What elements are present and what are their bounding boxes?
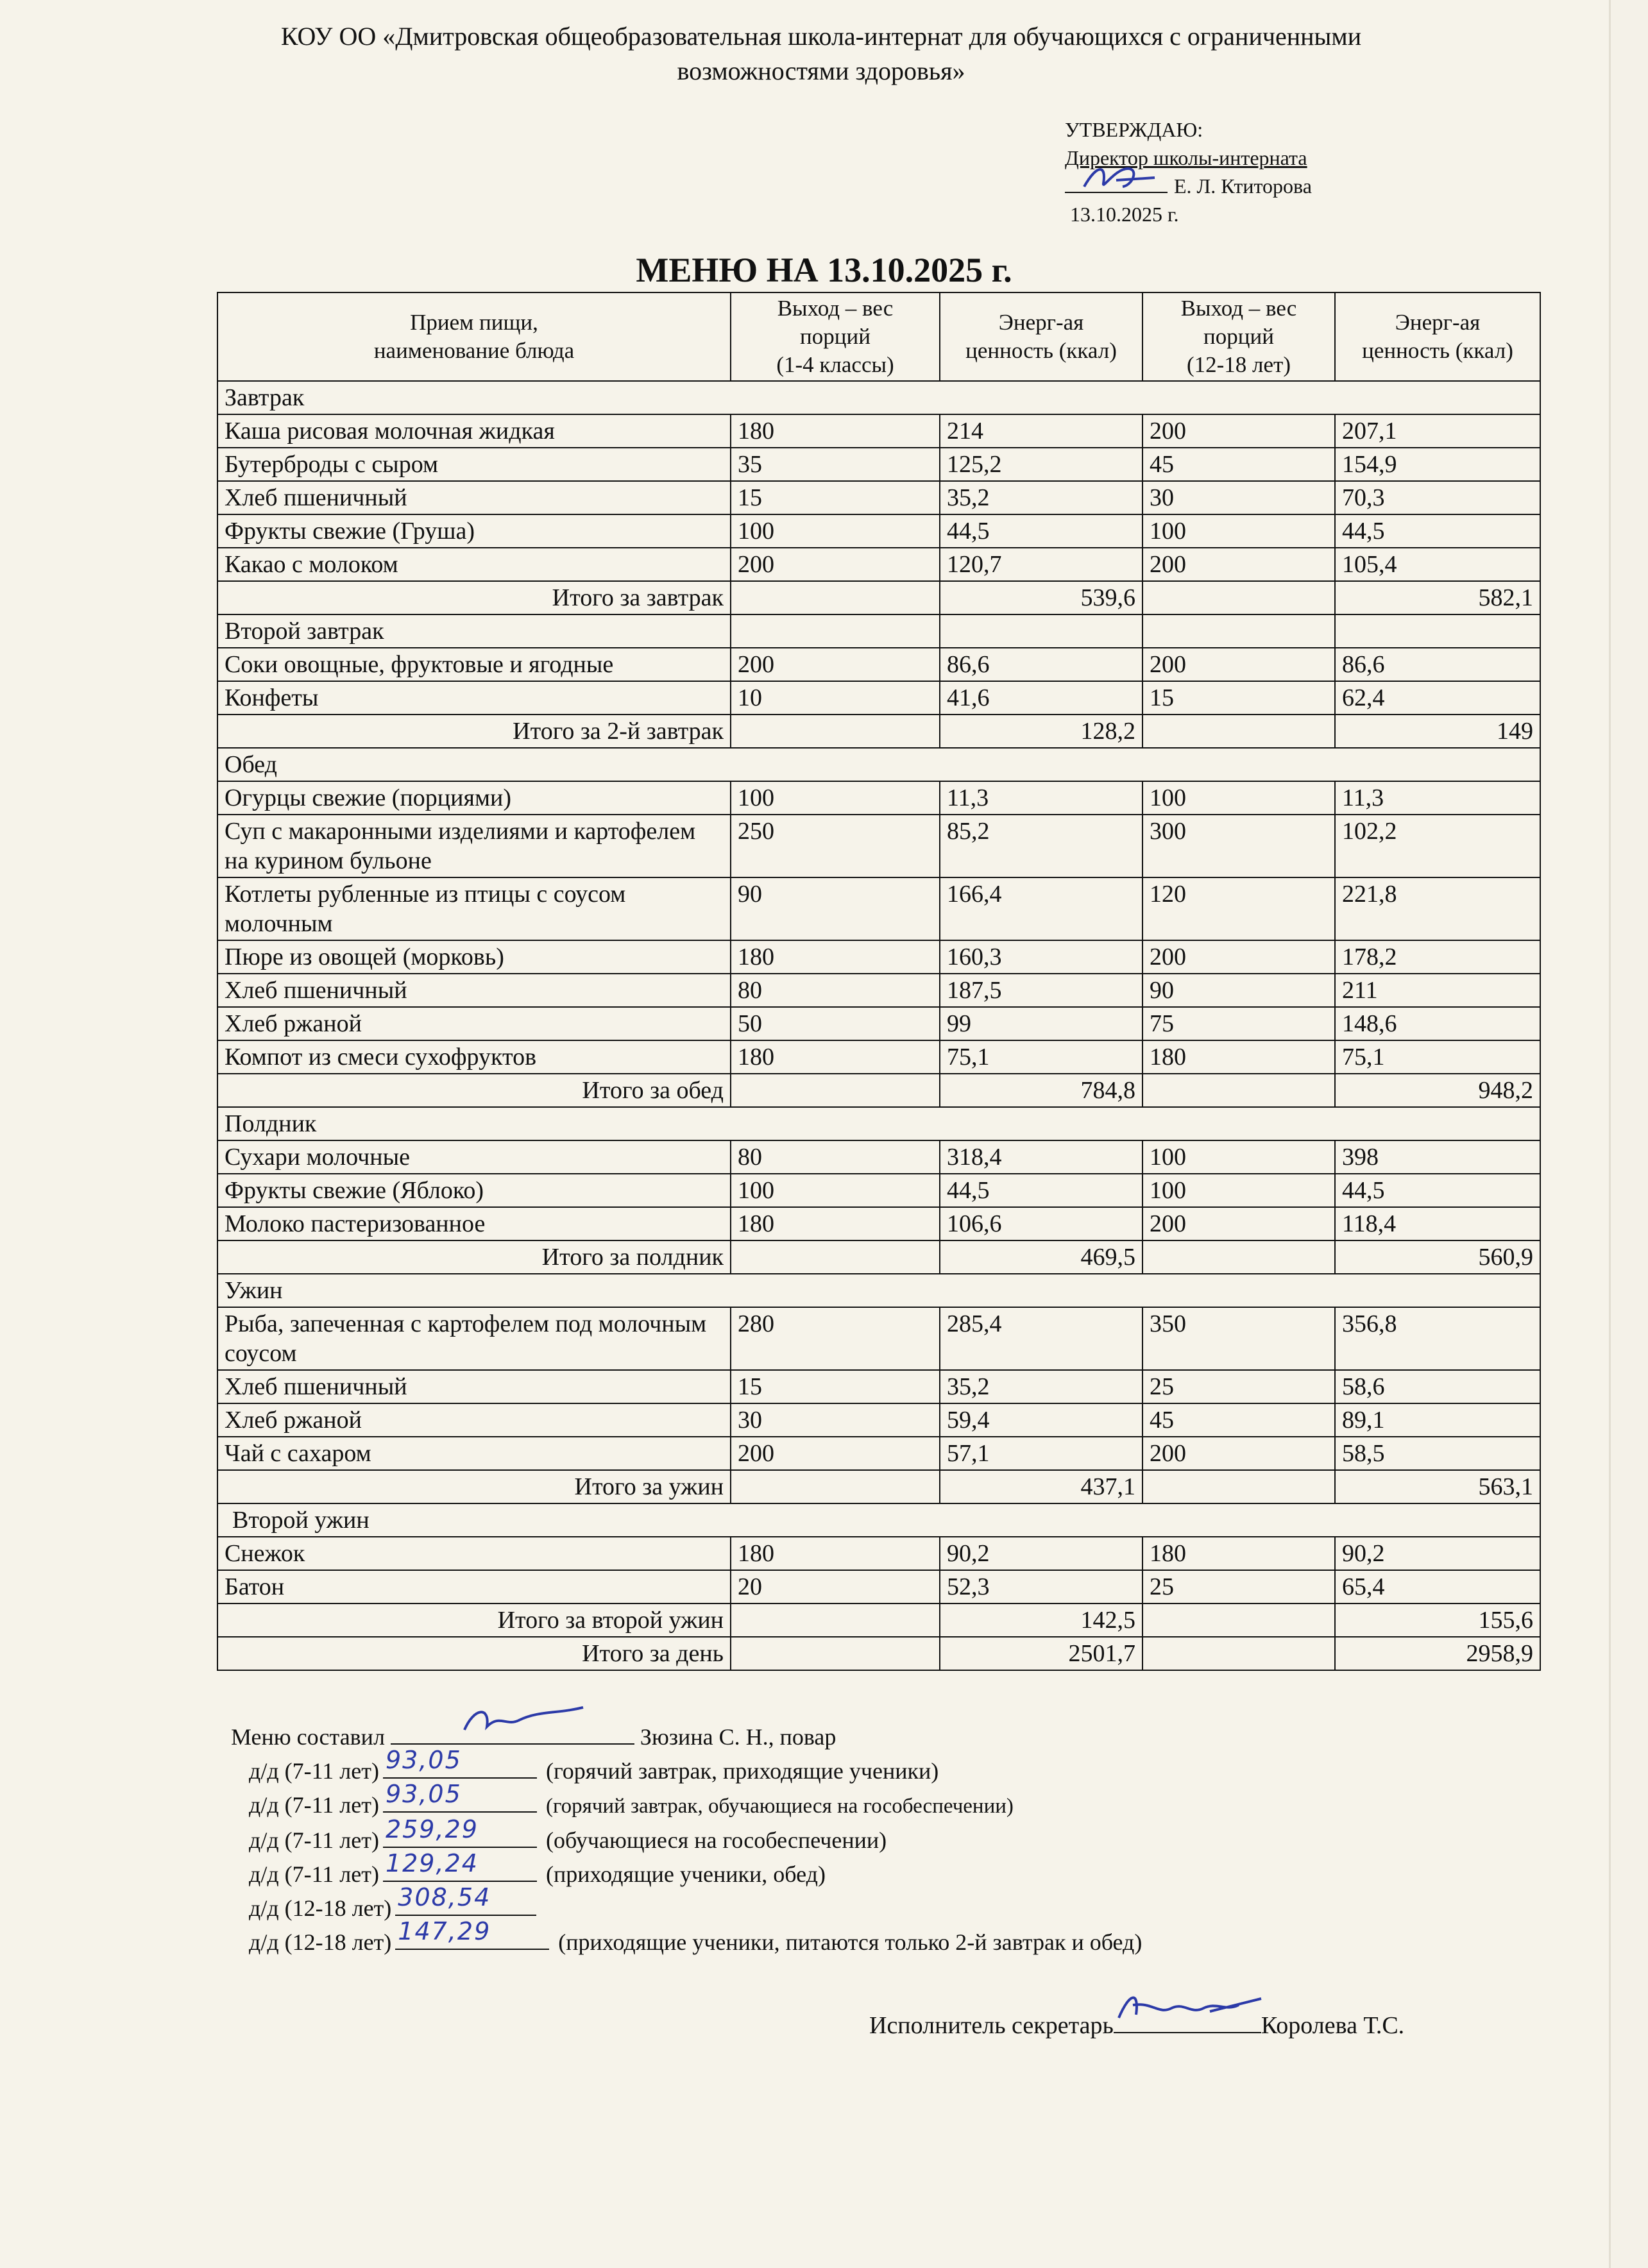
total-energy-12-18: 149: [1335, 715, 1540, 748]
org-line-1: КОУ ОО «Дмитровская общеобразовательная школа-интернат для обучающихся с ограниченными: [280, 22, 1362, 51]
dish-name: Соки овощные, фруктовые и ягодные: [217, 648, 731, 681]
cost-value: 93,05: [385, 1746, 462, 1774]
weight-12-18: 100: [1143, 514, 1335, 548]
section-title: Завтрак: [217, 381, 1540, 414]
energy-1-4: 166,4: [940, 877, 1143, 940]
header-weight-1-4: [731, 292, 940, 381]
executor-name: Королева Т.С.: [1261, 2012, 1405, 2039]
header-w2-line2: порций: [1203, 324, 1274, 349]
approval-date: 13.10.2025 г.: [1070, 203, 1179, 226]
total-energy-12-18: 563,1: [1335, 1470, 1540, 1503]
weight-12-18: 200: [1143, 548, 1335, 581]
cost-value-field: [383, 1746, 537, 1779]
cost-line-label: д/д (12-18 лет): [249, 1929, 392, 1955]
dish-name: Фрукты свежие (Груша): [217, 514, 731, 548]
section-row: [217, 748, 1540, 781]
table-header-row: [217, 292, 1540, 381]
page-title: МЕНЮ НА 13.10.2025 г.: [636, 251, 1012, 289]
weight-1-4: 10: [731, 681, 940, 715]
table-row: [217, 1537, 1540, 1570]
weight-1-4: 200: [731, 648, 940, 681]
energy-12-18: 207,1: [1335, 414, 1540, 448]
energy-12-18: 398: [1335, 1140, 1540, 1174]
header-energy-12-18: [1335, 292, 1540, 381]
total-row: [217, 1637, 1540, 1670]
energy-12-18: 89,1: [1335, 1403, 1540, 1437]
header-w2-line3: (12-18 лет): [1186, 352, 1291, 377]
approver-name: Е. Л. Ктиторова: [1174, 174, 1312, 198]
weight-1-4: 200: [731, 548, 940, 581]
energy-1-4: 11,3: [940, 781, 1143, 815]
weight-12-18: 200: [1143, 940, 1335, 974]
table-row: [217, 877, 1540, 940]
empty-cell: [731, 1240, 940, 1274]
organization-header: [212, 19, 1431, 89]
energy-1-4: 75,1: [940, 1040, 1143, 1074]
energy-12-18: 70,3: [1335, 481, 1540, 514]
dish-name: Бутерброды с сыром: [217, 448, 731, 481]
composer-signature: [391, 1719, 634, 1745]
weight-12-18: 180: [1143, 1040, 1335, 1074]
table-row: [217, 648, 1540, 681]
energy-12-18: 211: [1335, 974, 1540, 1007]
empty-cell: [1143, 614, 1335, 648]
weight-12-18: 100: [1143, 1140, 1335, 1174]
cost-value: 129,24: [385, 1849, 479, 1877]
total-label: Итого за ужин: [217, 1470, 731, 1503]
energy-1-4: 86,6: [940, 648, 1143, 681]
section-row: [217, 1107, 1540, 1140]
header-dish-line2: наименование блюда: [373, 338, 575, 363]
table-row: [217, 1174, 1540, 1207]
cost-line-note: (обучающиеся на гособеспечении): [545, 1827, 887, 1853]
dish-name: Батон: [217, 1570, 731, 1604]
empty-cell: [1143, 1074, 1335, 1107]
weight-12-18: 350: [1143, 1307, 1335, 1370]
table-row: [217, 681, 1540, 715]
executor-label: Исполнитель секретарь: [869, 2012, 1114, 2039]
empty-cell: [1143, 715, 1335, 748]
table-row: [217, 1007, 1540, 1040]
empty-cell: [731, 614, 940, 648]
dish-name: Огурцы свежие (порциями): [217, 781, 731, 815]
section-title: Полдник: [217, 1107, 1540, 1140]
cost-value-field: [395, 1883, 536, 1916]
table-row: [217, 448, 1540, 481]
table-row: [217, 1370, 1540, 1403]
header-w1-line3: (1-4 классы): [776, 352, 894, 377]
energy-1-4: 57,1: [940, 1437, 1143, 1470]
weight-1-4: 180: [731, 414, 940, 448]
table-row: [217, 1040, 1540, 1074]
empty-cell: [1335, 614, 1540, 648]
section-title: Обед: [217, 748, 1540, 781]
weight-1-4: 50: [731, 1007, 940, 1040]
total-row: [217, 715, 1540, 748]
weight-12-18: 300: [1143, 815, 1335, 877]
weight-1-4: 250: [731, 815, 940, 877]
total-energy-1-4: 784,8: [940, 1074, 1143, 1107]
weight-12-18: 100: [1143, 1174, 1335, 1207]
table-row: [217, 815, 1540, 877]
empty-cell: [731, 715, 940, 748]
cost-value: 308,54: [398, 1883, 491, 1911]
empty-cell: [1143, 1470, 1335, 1503]
weight-12-18: 30: [1143, 481, 1335, 514]
energy-12-18: 154,9: [1335, 448, 1540, 481]
dish-name: Каша рисовая молочная жидкая: [217, 414, 731, 448]
total-energy-1-4: 469,5: [940, 1240, 1143, 1274]
weight-1-4: 180: [731, 1207, 940, 1240]
section-row: [217, 1274, 1540, 1307]
energy-1-4: 120,7: [940, 548, 1143, 581]
energy-1-4: 35,2: [940, 481, 1143, 514]
dish-name: Суп с макаронными изделиями и картофелем на курином бульоне: [217, 815, 731, 877]
energy-12-18: 148,6: [1335, 1007, 1540, 1040]
energy-1-4: 99: [940, 1007, 1143, 1040]
weight-1-4: 180: [731, 1537, 940, 1570]
empty-cell: [731, 1470, 940, 1503]
cost-value-field: [383, 1780, 537, 1813]
weight-1-4: 15: [731, 481, 940, 514]
total-energy-12-18: 155,6: [1335, 1604, 1540, 1637]
total-energy-12-18: 2958,9: [1335, 1637, 1540, 1670]
composer-signature-mark: [461, 1701, 590, 1739]
dish-name: Котлеты рубленные из птицы с соусом молочным: [217, 877, 731, 940]
dish-name: Молоко пастеризованное: [217, 1207, 731, 1240]
menu-table-body: [217, 381, 1540, 1670]
weight-12-18: 75: [1143, 1007, 1335, 1040]
energy-12-18: 178,2: [1335, 940, 1540, 974]
energy-1-4: 85,2: [940, 815, 1143, 877]
weight-12-18: 200: [1143, 414, 1335, 448]
section-row: [217, 381, 1540, 414]
dish-name: Конфеты: [217, 681, 731, 715]
energy-12-18: 90,2: [1335, 1537, 1540, 1570]
energy-12-18: 105,4: [1335, 548, 1540, 581]
dish-name: Хлеб пшеничный: [217, 1370, 731, 1403]
weight-1-4: 90: [731, 877, 940, 940]
director-signature-mark: [1078, 161, 1168, 193]
weight-1-4: 100: [731, 781, 940, 815]
total-row: [217, 1470, 1540, 1503]
approver-signature-line: [1065, 172, 1514, 200]
cost-value-field: [395, 1917, 549, 1950]
approver-position: Директор школы-интерната: [1065, 146, 1307, 169]
cost-value: 147,29: [398, 1917, 491, 1945]
energy-1-4: 187,5: [940, 974, 1143, 1007]
energy-1-4: 52,3: [940, 1570, 1143, 1604]
total-energy-12-18: 948,2: [1335, 1074, 1540, 1107]
header-energy-1-4: [940, 292, 1143, 381]
weight-12-18: 200: [1143, 648, 1335, 681]
total-energy-1-4: 539,6: [940, 581, 1143, 614]
energy-1-4: 214: [940, 414, 1143, 448]
cost-lines: [231, 1746, 1578, 1958]
cost-line-label: д/д (7-11 лет): [249, 1758, 379, 1784]
table-row: [217, 974, 1540, 1007]
cost-line-note: (приходящие ученики, питаются только 2-й завтрак и обед): [558, 1929, 1143, 1955]
executor-signature: [1114, 2008, 1261, 2033]
approve-label: УТВЕРЖДАЮ:: [1065, 118, 1203, 141]
weight-1-4: 280: [731, 1307, 940, 1370]
weight-12-18: 180: [1143, 1537, 1335, 1570]
energy-12-18: 118,4: [1335, 1207, 1540, 1240]
energy-1-4: 59,4: [940, 1403, 1143, 1437]
header-e1-line2: ценность (ккал): [965, 338, 1117, 363]
cost-value: 93,05: [385, 1780, 462, 1808]
cost-value-field: [383, 1815, 537, 1848]
empty-cell: [1143, 1637, 1335, 1670]
energy-1-4: 90,2: [940, 1537, 1143, 1570]
table-row: [217, 1403, 1540, 1437]
menu-table: [217, 292, 1541, 1671]
empty-cell: [731, 1604, 940, 1637]
total-label: Итого за 2-й завтрак: [217, 715, 731, 748]
weight-12-18: 120: [1143, 877, 1335, 940]
weight-12-18: 25: [1143, 1370, 1335, 1403]
total-energy-1-4: 437,1: [940, 1470, 1143, 1503]
composed-label: Меню составил: [231, 1724, 385, 1750]
table-row: [217, 1570, 1540, 1604]
energy-1-4: 35,2: [940, 1370, 1143, 1403]
table-row: [217, 514, 1540, 548]
table-row: [217, 414, 1540, 448]
total-label: Итого за день: [217, 1637, 731, 1670]
table-row: [217, 1140, 1540, 1174]
table-row: [217, 781, 1540, 815]
header-e2-line2: ценность (ккал): [1362, 338, 1513, 363]
empty-cell: [731, 581, 940, 614]
section-title: Ужин: [217, 1274, 1540, 1307]
table-row: [217, 548, 1540, 581]
table-row: [217, 940, 1540, 974]
energy-12-18: 356,8: [1335, 1307, 1540, 1370]
section-row: [217, 1503, 1540, 1537]
dish-name: Снежок: [217, 1537, 731, 1570]
total-energy-1-4: 142,5: [940, 1604, 1143, 1637]
energy-12-18: 58,6: [1335, 1370, 1540, 1403]
header-w1-line1: Выход – вес: [777, 296, 894, 321]
cost-line-label: д/д (7-11 лет): [249, 1861, 379, 1887]
header-dish-line1: Прием пищи,: [410, 310, 538, 335]
energy-12-18: 75,1: [1335, 1040, 1540, 1074]
total-energy-12-18: 582,1: [1335, 581, 1540, 614]
energy-1-4: 160,3: [940, 940, 1143, 974]
total-row: [217, 1240, 1540, 1274]
footer-block: [231, 1719, 1578, 1958]
weight-12-18: 25: [1143, 1570, 1335, 1604]
energy-12-18: 11,3: [1335, 781, 1540, 815]
table-row: [217, 1307, 1540, 1370]
energy-12-18: 44,5: [1335, 514, 1540, 548]
energy-1-4: 106,6: [940, 1207, 1143, 1240]
weight-12-18: 45: [1143, 1403, 1335, 1437]
dish-name: Хлеб ржаной: [217, 1403, 731, 1437]
energy-12-18: 102,2: [1335, 815, 1540, 877]
composed-by-name: Зюзина С. Н., повар: [640, 1724, 837, 1750]
energy-12-18: 58,5: [1335, 1437, 1540, 1470]
energy-1-4: 41,6: [940, 681, 1143, 715]
weight-12-18: 45: [1143, 448, 1335, 481]
header-w2-line1: Выход – вес: [1180, 296, 1297, 321]
weight-1-4: 180: [731, 940, 940, 974]
cost-line-note: (горячий завтрак, приходящие ученики): [545, 1758, 939, 1784]
dish-name: Рыба, запеченная с картофелем под молочным соусом: [217, 1307, 731, 1370]
energy-1-4: 285,4: [940, 1307, 1143, 1370]
cost-line-label: д/д (7-11 лет): [249, 1827, 379, 1853]
dish-name: Хлеб пшеничный: [217, 974, 731, 1007]
weight-12-18: 90: [1143, 974, 1335, 1007]
dish-name: Хлеб пшеничный: [217, 481, 731, 514]
header-e1-line1: Энерг-ая: [998, 310, 1084, 335]
weight-1-4: 15: [731, 1370, 940, 1403]
total-label: Итого за завтрак: [217, 581, 731, 614]
weight-1-4: 35: [731, 448, 940, 481]
section-row: [217, 614, 1540, 648]
weight-1-4: 200: [731, 1437, 940, 1470]
dish-name: Какао с молоком: [217, 548, 731, 581]
empty-cell: [1143, 1604, 1335, 1637]
section-title: Второй завтрак: [217, 614, 731, 648]
total-label: Итого за второй ужин: [217, 1604, 731, 1637]
weight-12-18: 200: [1143, 1437, 1335, 1470]
section-title: Второй ужин: [217, 1503, 1540, 1537]
table-row: [217, 1437, 1540, 1470]
cost-line-label: д/д (7-11 лет): [249, 1792, 379, 1818]
header-w1-line2: порций: [800, 324, 871, 349]
total-energy-12-18: 560,9: [1335, 1240, 1540, 1274]
energy-1-4: 125,2: [940, 448, 1143, 481]
executor-signature-mark: [1114, 1986, 1268, 2031]
weight-1-4: 30: [731, 1403, 940, 1437]
energy-1-4: 44,5: [940, 1174, 1143, 1207]
cost-line-note: (приходящие ученики, обед): [545, 1861, 826, 1887]
empty-cell: [731, 1074, 940, 1107]
table-row: [217, 481, 1540, 514]
header-e2-line1: Энерг-ая: [1395, 310, 1481, 335]
energy-1-4: 44,5: [940, 514, 1143, 548]
cost-line: [231, 1917, 1578, 1958]
org-line-2: возможностями здоровья»: [677, 56, 965, 85]
approval-block: [1065, 115, 1514, 228]
energy-1-4: 318,4: [940, 1140, 1143, 1174]
weight-1-4: 180: [731, 1040, 940, 1074]
weight-1-4: 20: [731, 1570, 940, 1604]
empty-cell: [940, 614, 1143, 648]
energy-12-18: 65,4: [1335, 1570, 1540, 1604]
weight-12-18: 100: [1143, 781, 1335, 815]
total-row: [217, 581, 1540, 614]
weight-1-4: 80: [731, 974, 940, 1007]
weight-12-18: 200: [1143, 1207, 1335, 1240]
dish-name: Пюре из овощей (морковь): [217, 940, 731, 974]
header-dish: [217, 292, 731, 381]
empty-cell: [1143, 1240, 1335, 1274]
director-signature: [1065, 173, 1168, 193]
table-row: [217, 1207, 1540, 1240]
cost-line-label: д/д (12-18 лет): [249, 1895, 392, 1921]
cost-line-note: (горячий завтрак, обучающиеся на гособеспечении): [545, 1795, 1014, 1818]
header-weight-12-18: [1143, 292, 1335, 381]
energy-12-18: 86,6: [1335, 648, 1540, 681]
weight-1-4: 100: [731, 514, 940, 548]
cost-value-field: [383, 1849, 537, 1882]
dish-name: Сухари молочные: [217, 1140, 731, 1174]
energy-12-18: 62,4: [1335, 681, 1540, 715]
empty-cell: [731, 1637, 940, 1670]
dish-name: Чай с сахаром: [217, 1437, 731, 1470]
dish-name: Фрукты свежие (Яблоко): [217, 1174, 731, 1207]
empty-cell: [1143, 581, 1335, 614]
weight-1-4: 100: [731, 1174, 940, 1207]
energy-12-18: 44,5: [1335, 1174, 1540, 1207]
energy-12-18: 221,8: [1335, 877, 1540, 940]
executor-row: [869, 2008, 1404, 2040]
total-label: Итого за обед: [217, 1074, 731, 1107]
dish-name: Хлеб ржаной: [217, 1007, 731, 1040]
total-row: [217, 1074, 1540, 1107]
weight-12-18: 15: [1143, 681, 1335, 715]
weight-1-4: 80: [731, 1140, 940, 1174]
total-energy-1-4: 128,2: [940, 715, 1143, 748]
total-row: [217, 1604, 1540, 1637]
total-label: Итого за полдник: [217, 1240, 731, 1274]
dish-name: Компот из смеси сухофруктов: [217, 1040, 731, 1074]
cost-value: 259,29: [385, 1815, 479, 1843]
total-energy-1-4: 2501,7: [940, 1637, 1143, 1670]
